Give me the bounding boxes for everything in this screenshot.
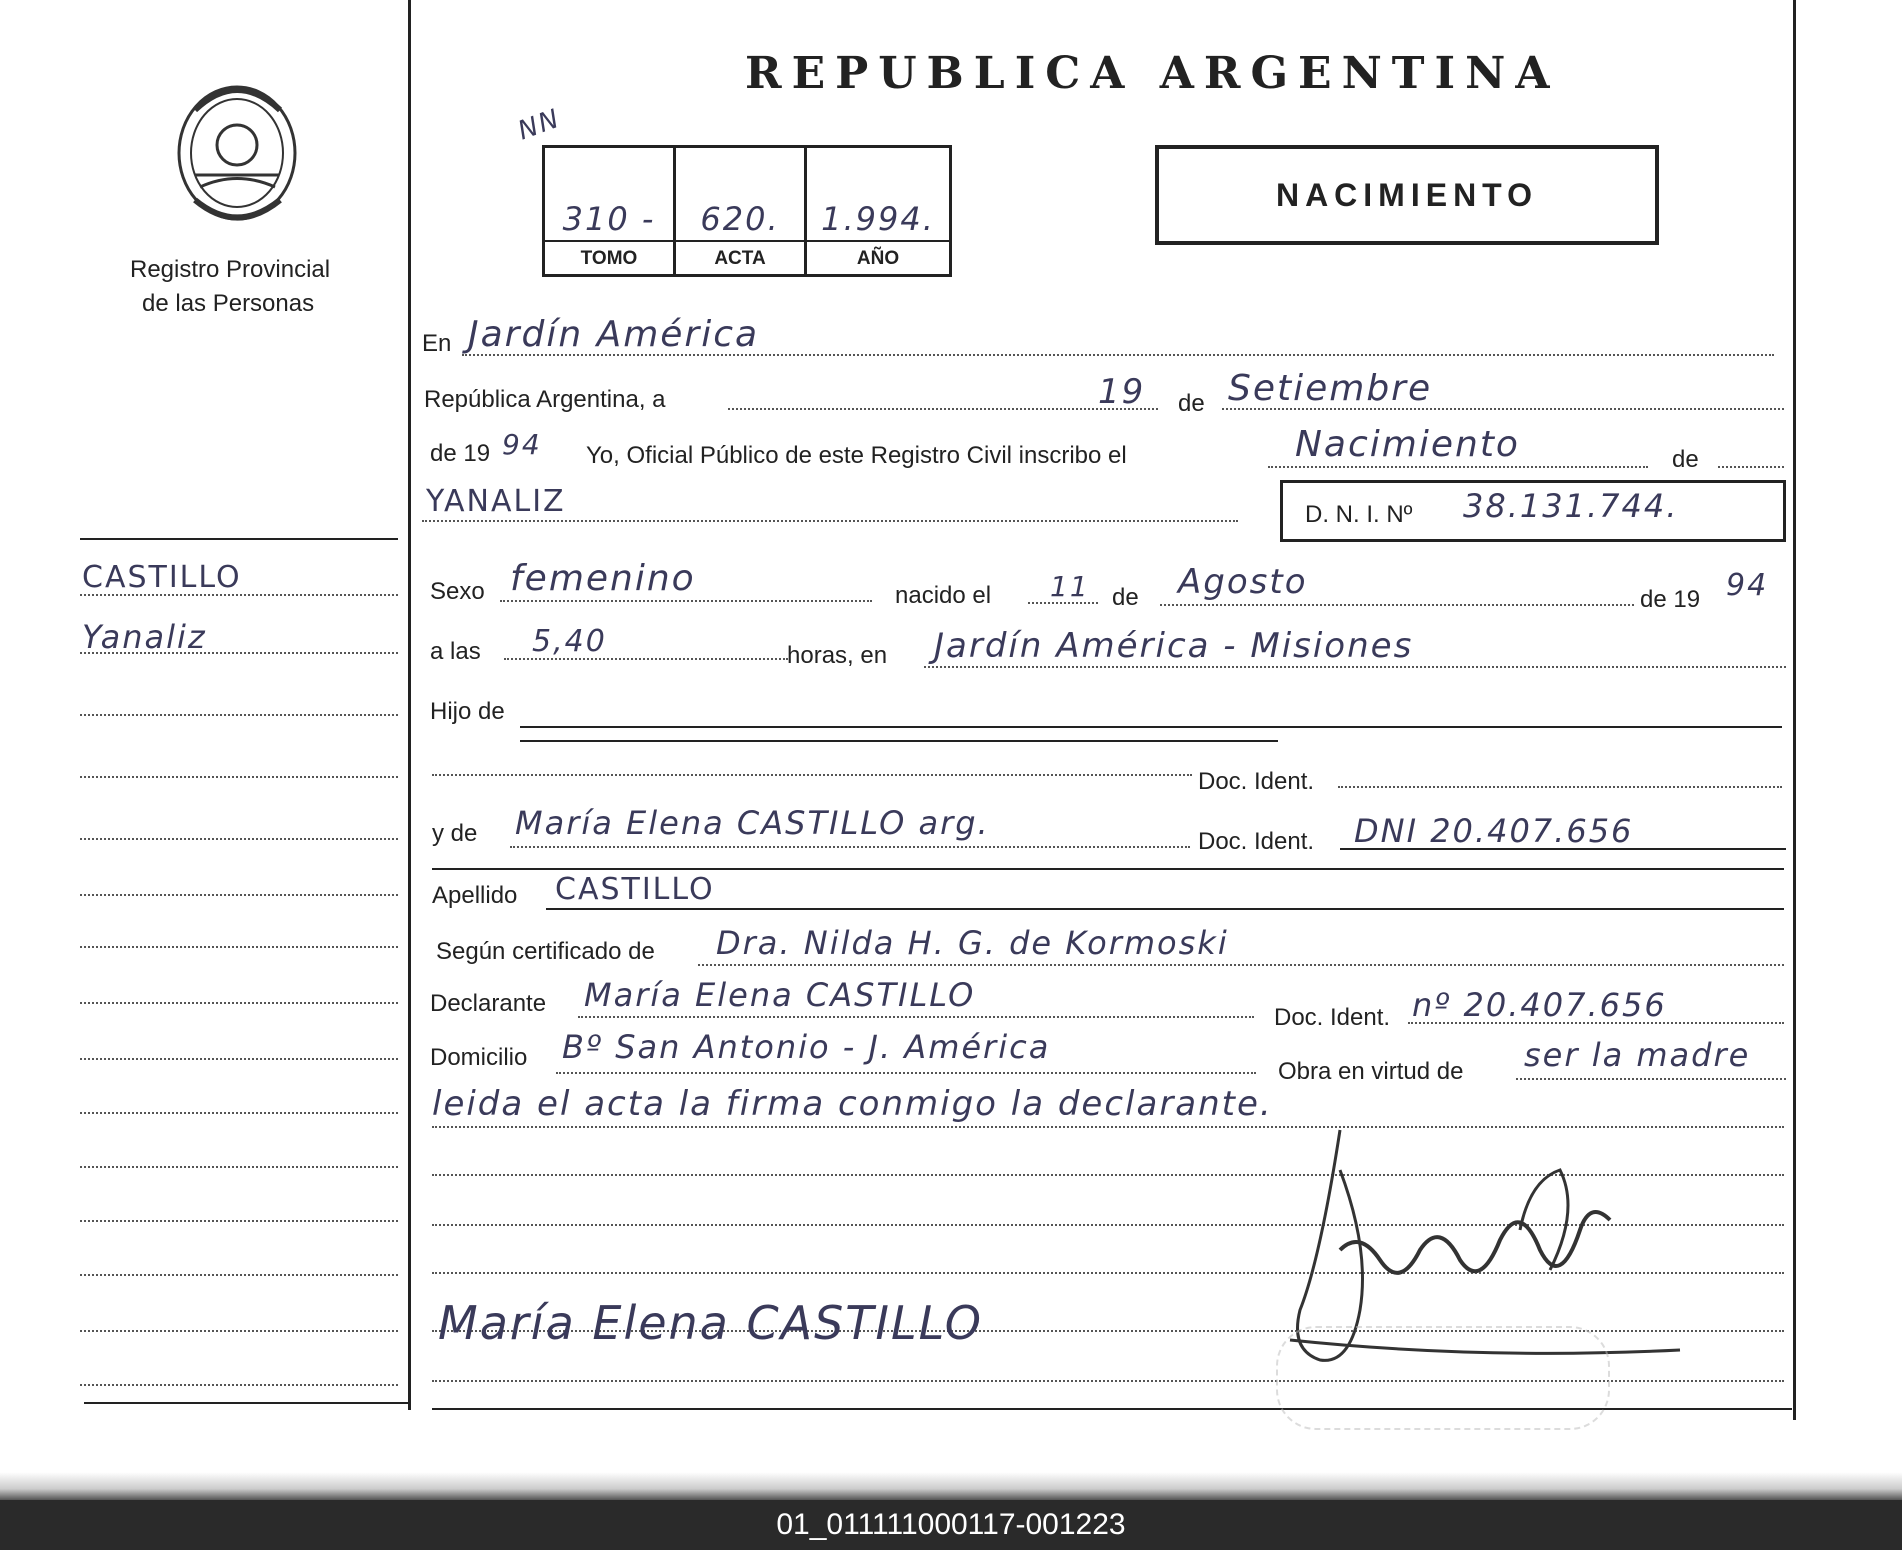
apellido-value: CASTILLO	[555, 872, 715, 907]
hijo-line-2	[520, 740, 1278, 742]
sidebar-bottom-line	[84, 1402, 410, 1404]
en-label: En	[422, 330, 452, 357]
dni-box	[1280, 480, 1786, 542]
declarant-signature: María Elena CASTILLO	[438, 1296, 983, 1350]
segun-label: Según certificado de	[436, 938, 655, 965]
birth-day: 11	[1050, 570, 1090, 603]
hour-line	[504, 658, 788, 660]
ano-value: 1.994.	[821, 200, 935, 238]
certificado-line	[698, 964, 1784, 966]
horas-label: horas, en	[787, 642, 888, 669]
sidebar-given-name: Yanaliz	[82, 618, 207, 656]
doc-ident-label-2: Doc. Ident.	[1198, 828, 1315, 855]
certificado-value: Dra. Nilda H. G. de Kormoski	[716, 924, 1229, 962]
sidebar-line-10	[80, 1112, 398, 1114]
document-type-box	[1155, 145, 1659, 245]
tomo-label: TOMO	[580, 248, 638, 269]
de-label-1: de	[1178, 390, 1205, 417]
mother-line	[510, 846, 1190, 848]
obra-value: ser la madre	[1524, 1036, 1751, 1074]
sexo-line	[500, 600, 872, 602]
domicilio-label: Domicilio	[430, 1044, 528, 1071]
issuer-line-1: Registro Provincial	[130, 256, 331, 283]
de-label-3: de	[1112, 584, 1139, 611]
de-19-label-b: de 19	[1640, 586, 1701, 613]
registry-box	[542, 145, 952, 277]
year-suffix: 94	[502, 428, 542, 461]
file-id-footer: 01_011111000117-001223	[0, 1500, 1902, 1550]
sidebar-line-15	[80, 1384, 398, 1386]
acta-cell	[676, 148, 807, 274]
de2-line	[1718, 466, 1784, 468]
document-type: NACIMIENTO	[1275, 177, 1539, 213]
obra-label: Obra en virtud de	[1278, 1058, 1464, 1085]
ano-divider	[807, 240, 949, 242]
hour-value: 5,40	[532, 624, 607, 659]
place-line	[924, 666, 1786, 668]
month-value: Setiembre	[1228, 368, 1433, 409]
father-doc-line	[432, 774, 1192, 776]
birth-year-suffix: 94	[1726, 568, 1769, 603]
column-divider	[408, 0, 411, 1410]
tomo-value: 310 -	[562, 200, 656, 238]
day-value: 19	[1098, 372, 1146, 412]
sidebar-line-4	[80, 776, 398, 778]
mother-value: María Elena CASTILLO arg.	[515, 804, 990, 842]
tomo-divider	[545, 240, 673, 242]
sexo-label: Sexo	[430, 578, 485, 605]
dni-label: D. N. I. Nº	[1305, 501, 1413, 528]
sidebar-line-11	[80, 1166, 398, 1168]
acta-value: 620.	[700, 200, 780, 238]
apellido-label: Apellido	[432, 882, 518, 909]
doc-ident-label-1: Doc. Ident.	[1198, 768, 1315, 795]
name-line	[422, 520, 1238, 522]
sexo-value: femenino	[510, 558, 696, 599]
declarante-doc: nº 20.407.656	[1412, 986, 1667, 1024]
en-value: Jardín América	[468, 314, 760, 355]
birth-month-line	[1160, 604, 1634, 606]
doc-ident-line-1	[1338, 786, 1782, 788]
birth-month: Agosto	[1178, 562, 1308, 602]
sidebar-line-1	[80, 594, 398, 596]
provincial-seal-icon	[165, 75, 310, 235]
mother-under-line	[432, 868, 1784, 870]
sidebar-line-6	[80, 894, 398, 896]
sidebar-line-14	[80, 1330, 398, 1332]
nacido-label: nacido el	[895, 582, 992, 609]
sidebar-line-2	[80, 652, 398, 654]
ano-cell	[807, 148, 949, 274]
date-day-line	[728, 408, 1158, 410]
mother-doc: DNI 20.407.656	[1354, 812, 1634, 850]
sidebar-line-13	[80, 1274, 398, 1276]
apellido-line	[546, 908, 1784, 910]
country-title: REPUBLICA ARGENTINA	[745, 48, 1560, 99]
nn-annotation: NN	[514, 103, 565, 147]
scan-edge	[0, 1472, 1902, 1500]
acta-divider	[676, 240, 804, 242]
sidebar-line-9	[80, 1058, 398, 1060]
sidebar-surname: CASTILLO	[82, 560, 242, 595]
declarante-value: María Elena CASTILLO	[584, 976, 976, 1014]
month-line	[1222, 408, 1784, 410]
obra-line	[1516, 1078, 1786, 1080]
acta-label: ACTA	[714, 248, 766, 269]
issuer-line-2: de las Personas	[142, 290, 315, 317]
y-de-label: y de	[432, 820, 478, 847]
name-value: YANALIZ	[426, 484, 566, 519]
official-stamp	[1276, 1326, 1610, 1430]
tomo-cell	[545, 148, 676, 274]
act-line	[1268, 466, 1648, 468]
domicilio-value: Bº San Antonio - J. América	[562, 1028, 1051, 1066]
sidebar-line-8	[80, 1002, 398, 1004]
sidebar-line-12	[80, 1220, 398, 1222]
birth-day-line	[1028, 602, 1098, 604]
republica-label: República Argentina, a	[424, 386, 666, 413]
place-value: Jardín América - Misiones	[934, 626, 1414, 666]
notes-value: leida el acta la firma conmigo la declarante.	[432, 1084, 1273, 1124]
doc-ident-label-3: Doc. Ident.	[1274, 1004, 1391, 1031]
declarante-doc-line	[1408, 1022, 1784, 1024]
a-las-label: a las	[430, 638, 481, 665]
hijo-label: Hijo de	[430, 698, 505, 725]
mother-doc-line	[1340, 848, 1786, 850]
de-label-2: de	[1672, 446, 1699, 473]
sidebar-line-3	[80, 714, 398, 716]
domicilio-line	[556, 1072, 1256, 1074]
sidebar-top-line	[80, 538, 398, 540]
right-border	[1793, 0, 1796, 1420]
act-value: Nacimiento	[1295, 424, 1520, 465]
de-19-label: de 19	[430, 440, 491, 467]
declarante-label: Declarante	[430, 990, 547, 1017]
dni-value: 38.131.744.	[1463, 487, 1679, 525]
declarante-line	[578, 1016, 1254, 1018]
en-line	[462, 354, 1774, 356]
hijo-line-1	[520, 726, 1782, 728]
yo-label: Yo, Oficial Público de este Registro Civil inscribo el	[586, 442, 1127, 469]
sidebar-line-5	[80, 838, 398, 840]
sidebar-line-7	[80, 946, 398, 948]
ano-label: AÑO	[856, 248, 900, 269]
